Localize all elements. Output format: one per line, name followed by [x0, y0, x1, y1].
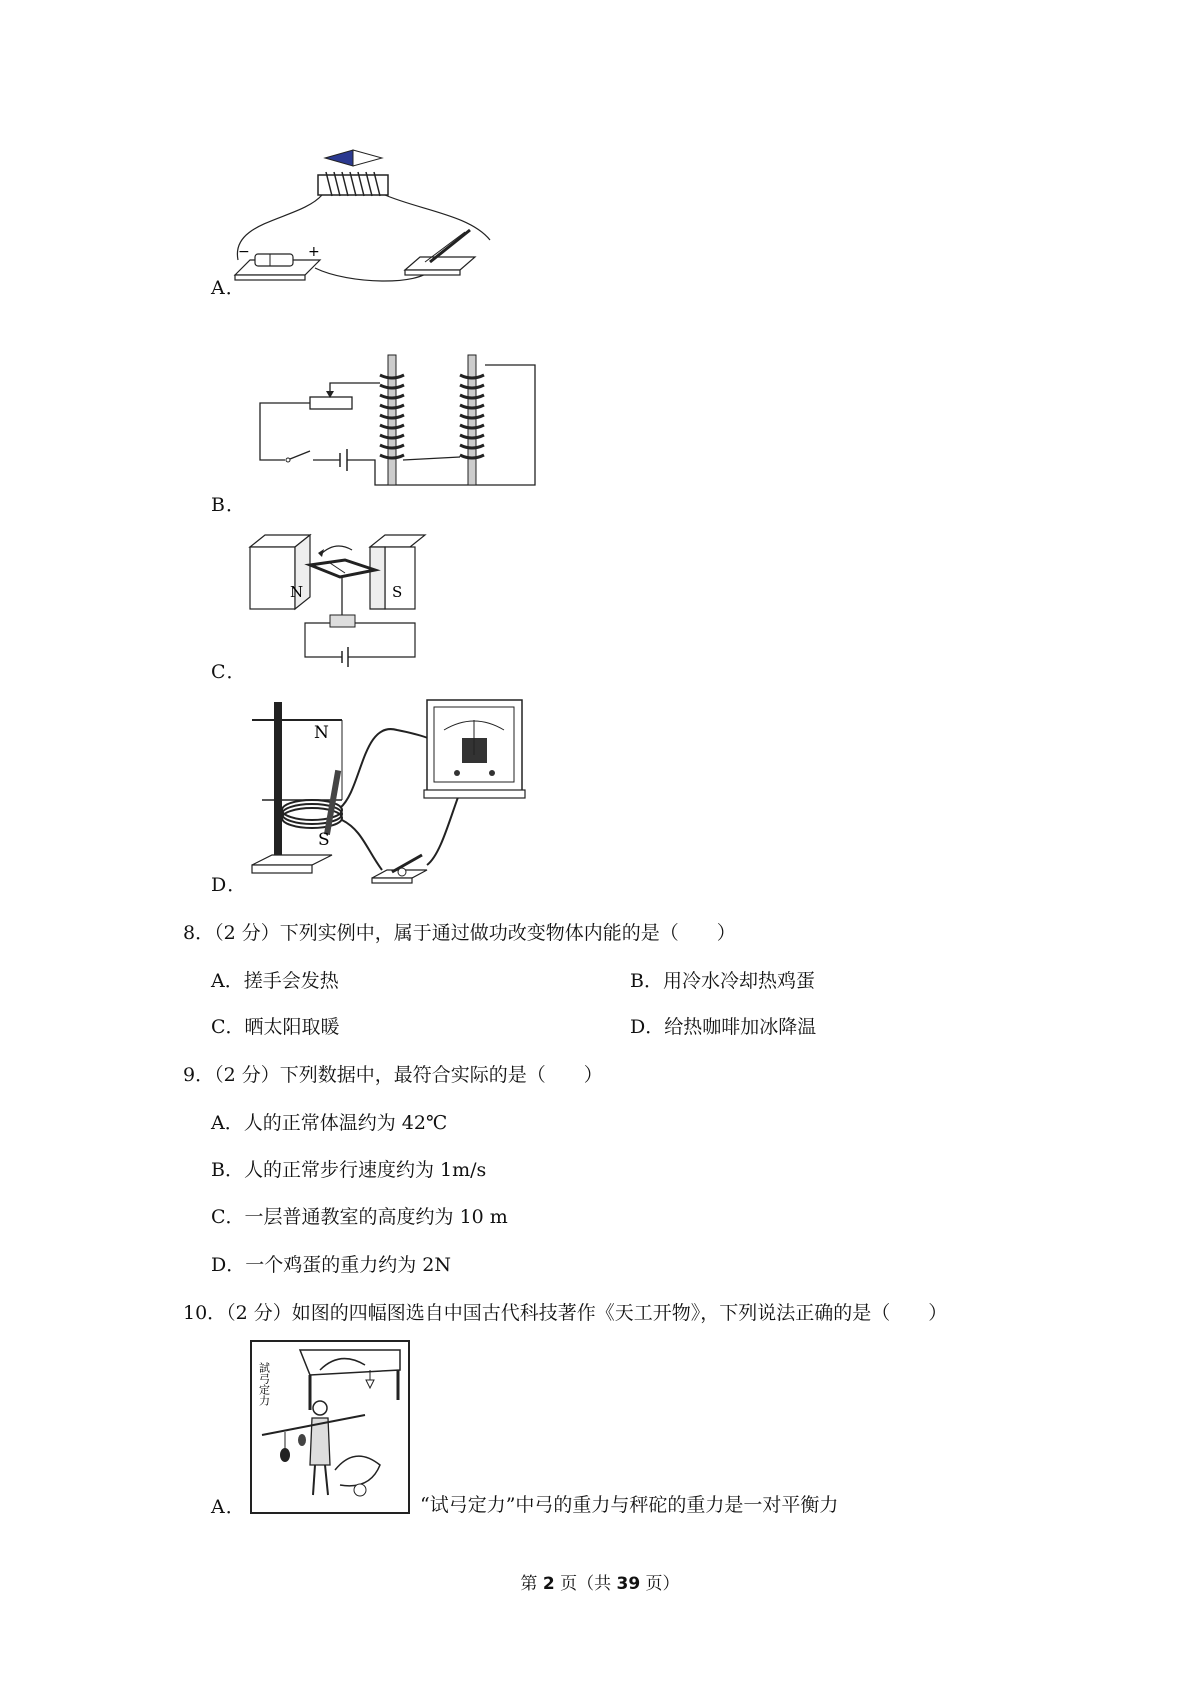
question-10-choice-a-text[interactable]: “试弓定力”中弓的重力与秤砣的重力是一对平衡力	[420, 1494, 839, 1516]
bar-magnet-n-label: N	[314, 723, 329, 743]
question-8-choice-d[interactable]: D．给热咖啡加冰降温	[630, 1016, 817, 1038]
question-9-choice-c[interactable]: C．一层普通教室的高度约为 10 m	[211, 1206, 508, 1228]
figure-c-motor-magnets	[250, 535, 430, 665]
footer-prefix: 第	[520, 1574, 543, 1594]
magnet-n-label: N	[290, 583, 304, 601]
question-8-stem: 8．（2 分）下列实例中，属于通过做功改变物体内能的是（ ）	[183, 922, 736, 944]
question-9-stem: 9．（2 分）下列数据中，最符合实际的是（ ）	[183, 1064, 603, 1086]
figure-a-electromagnet-compass	[230, 150, 510, 290]
footer-page-number: 2	[542, 1574, 555, 1594]
battery-minus-sign: −	[238, 244, 250, 260]
question-9-choice-d[interactable]: D．一个鸡蛋的重力约为 2N	[211, 1254, 451, 1276]
question-9-choice-a[interactable]: A．人的正常体温约为 42℃	[211, 1112, 448, 1134]
figure-10a-testing-bow-strength	[250, 1340, 410, 1515]
figure-d-induction-galvanometer	[252, 700, 572, 885]
question-10-choice-a-label: A．	[211, 1496, 246, 1518]
figure-10a-caption: 試弓定力	[257, 1362, 271, 1406]
question-8-choice-b[interactable]: B．用冷水冷却热鸡蛋	[630, 970, 815, 992]
option-b-label: B．	[211, 494, 246, 516]
question-8-choice-c[interactable]: C．晒太阳取暖	[211, 1016, 340, 1038]
footer-middle: 页（共	[554, 1574, 617, 1594]
page-footer	[0, 1569, 1200, 1594]
question-9-choice-b[interactable]: B．人的正常步行速度约为 1m/s	[211, 1159, 487, 1181]
footer-suffix: 页）	[640, 1574, 680, 1594]
question-10-stem: 10．（2 分）如图的四幅图选自中国古代科技著作《天工开物》，下列说法正确的是（ ）	[183, 1302, 948, 1324]
magnet-s-label: S	[392, 583, 403, 601]
option-d-label: D．	[211, 874, 248, 896]
question-8-choice-a[interactable]: A．搓手会发热	[211, 970, 339, 992]
footer-total-pages: 39	[616, 1574, 641, 1594]
battery-plus-sign: +	[308, 244, 320, 260]
option-a-label: A．	[211, 277, 246, 299]
bar-magnet-s-label: S	[318, 830, 330, 850]
figure-b-two-electromagnets	[255, 355, 545, 495]
option-c-label: C．	[211, 661, 247, 683]
